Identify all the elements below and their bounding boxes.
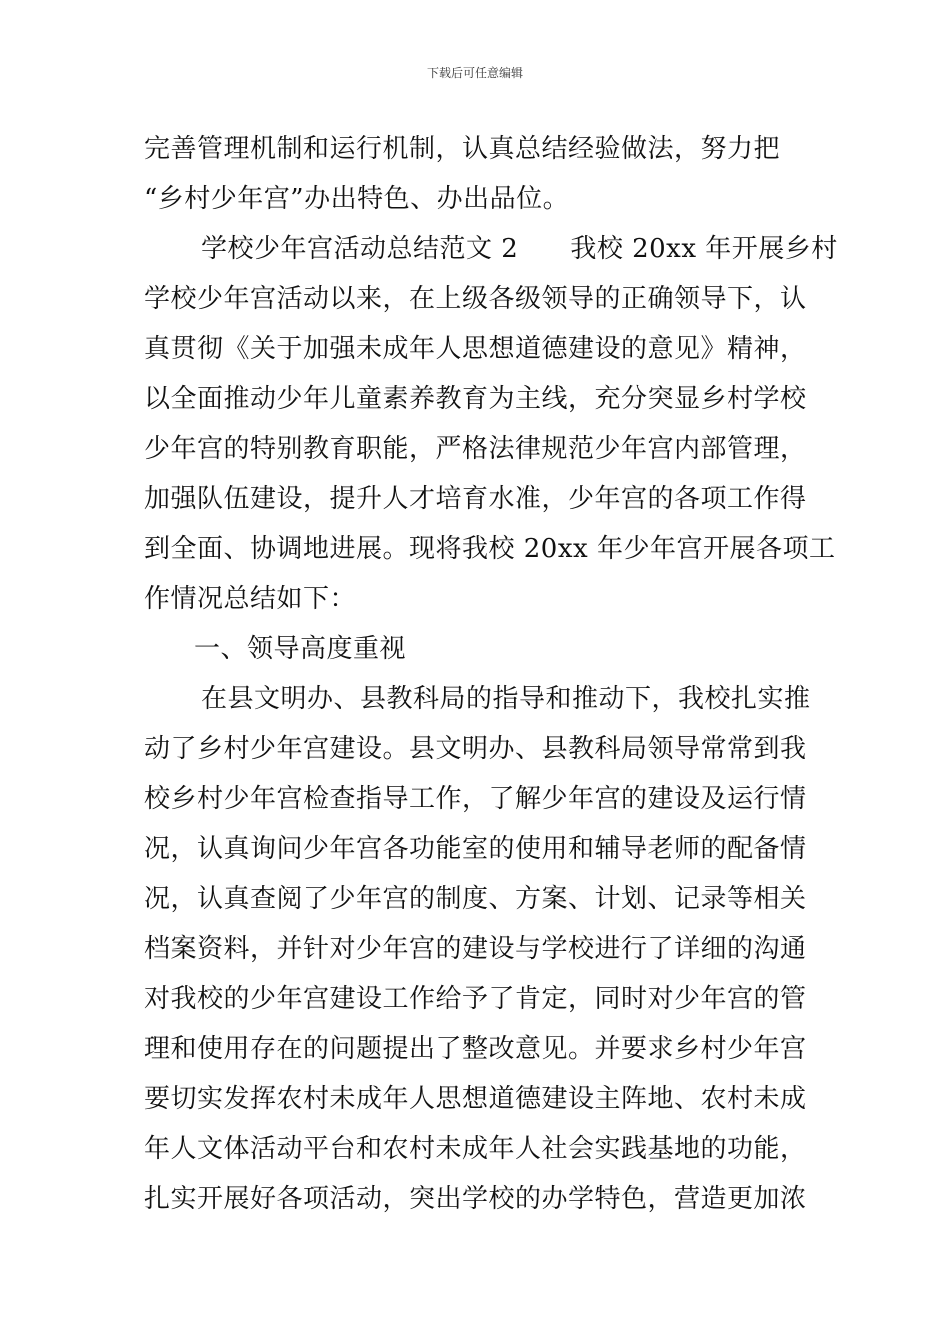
text-line: 少年宫的特别教育职能，严格法律规范少年宫内部管理， (144, 434, 807, 464)
text-line: 我校 20xx 年开展乡村 (570, 234, 838, 264)
text-line: 学校少年宫活动以来，在上级各级领导的正确领导下，认 (144, 284, 807, 314)
text-line: 要切实发挥农村未成年人思想道德建设主阵地、农村未成 (144, 1084, 807, 1114)
text-line: 档案资料，并针对少年宫的建设与学校进行了详细的沟通 (144, 934, 807, 964)
section-heading: 一、领导高度重视 (194, 634, 407, 664)
text-line: 扎实开展好各项活动，突出学校的办学特色，营造更加浓 (144, 1184, 807, 1214)
text-line: 在县文明办、县教科局的指导和推动下，我校扎实推 (201, 684, 811, 714)
text-line: 动了乡村少年宫建设。县文明办、县教科局领导常常到我 (144, 734, 807, 764)
text-line: 以全面推动少年儿童素养教育为主线，充分突显乡村学校 (144, 384, 807, 414)
text-line: 作情况总结如下： (144, 584, 357, 614)
text-line: 况，认真询问少年宫各功能室的使用和辅导老师的配备情 (144, 834, 807, 864)
text-line: 到全面、协调地进展。现将我校 20xx 年少年宫开展各项工 (144, 534, 836, 564)
section-title-inline: 学校少年宫活动总结范文 2 (201, 234, 519, 264)
text-line: 况，认真查阅了少年宫的制度、方案、计划、记录等相关 (144, 884, 807, 914)
page-header-note: 下载后可任意编辑 (426, 66, 523, 80)
text-line-with-title (144, 224, 838, 274)
text-line: 加强队伍建设，提升人才培育水准，少年宫的各项工作得 (144, 484, 807, 514)
text-line: 年人文体活动平台和农村未成年人社会实践基地的功能， (144, 1134, 807, 1164)
text-line: “乡村少年宫”办出特色、办出品位。 (144, 184, 570, 214)
text-line: 理和使用存在的问题提出了整改意见。并要求乡村少年宫 (144, 1034, 807, 1064)
text-line: 对我校的少年宫建设工作给予了肯定，同时对少年宫的管 (144, 984, 807, 1014)
text-line: 真贯彻《关于加强未成年人思想道德建设的意见》精神， (144, 334, 807, 364)
text-line: 完善管理机制和运行机制，认真总结经验做法，努力把 (144, 134, 781, 164)
document-body (144, 124, 838, 1224)
text-line: 校乡村少年宫检查指导工作，了解少年宫的建设及运行情 (144, 784, 807, 814)
